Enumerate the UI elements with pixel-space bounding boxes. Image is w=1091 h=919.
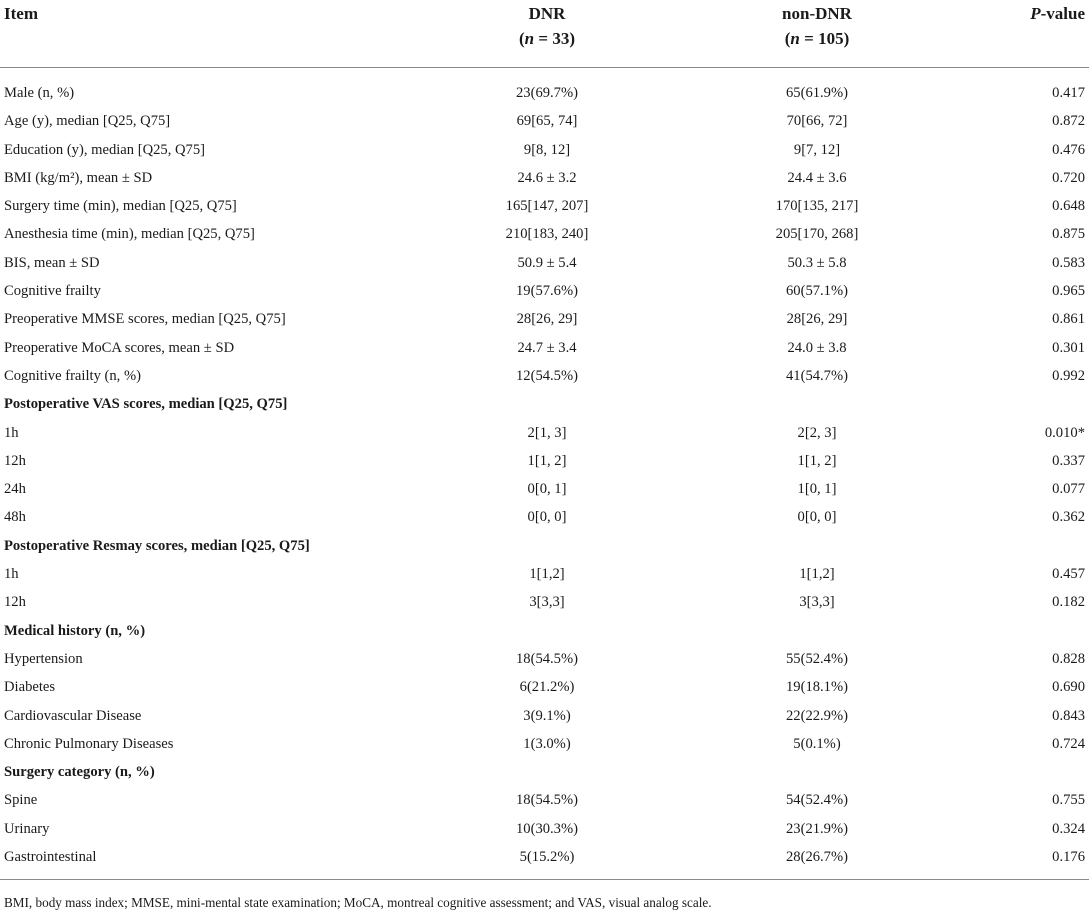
- item-cell: Urinary: [4, 820, 50, 837]
- p-value-cell: 0.843: [1052, 707, 1085, 724]
- item-cell: Age (y), median [Q25, Q75]: [4, 113, 171, 130]
- dnr-cell: 24.6 ± 3.2: [517, 169, 577, 186]
- header-p-value: [952, 0, 1089, 68]
- dnr-cell: [412, 390, 682, 418]
- non-dnr-cell: 3[3,3]: [799, 594, 835, 611]
- item-cell: Preoperative MMSE scores, median [Q25, Q75]: [4, 311, 286, 328]
- p-value-cell: 0.583: [1052, 254, 1085, 271]
- header-p-var: P: [1030, 4, 1041, 23]
- table-row: [0, 362, 1089, 390]
- p-value-cell: 0.648: [1052, 198, 1085, 215]
- non-dnr-cell: 60(57.1%): [785, 283, 848, 300]
- p-value-cell: 0.724: [1052, 735, 1085, 752]
- table-row: [0, 702, 1089, 730]
- item-cell: 12h: [4, 452, 26, 469]
- dnr-cell: 2[1, 3]: [527, 424, 567, 441]
- non-dnr-cell: 41(54.7%): [785, 367, 848, 384]
- p-value-cell: 0.476: [1052, 141, 1085, 158]
- table-row: [0, 560, 1089, 588]
- header-non-count: [682, 26, 952, 51]
- p-value-cell: 0.182: [1052, 594, 1085, 611]
- header-dnr-count: [412, 26, 682, 51]
- dnr-cell: 50.9 ± 5.4: [517, 254, 577, 271]
- non-dnr-cell: 65(61.9%): [785, 85, 848, 101]
- dnr-cell: 0[0, 0]: [527, 509, 567, 526]
- dnr-cell: 3(9.1%): [523, 707, 571, 724]
- p-value-cell: 0.337: [1052, 452, 1085, 469]
- header-dnr-paren: (: [519, 29, 525, 48]
- item-cell: Medical history (n, %): [4, 622, 146, 639]
- non-dnr-cell: 54(52.4%): [785, 792, 848, 809]
- table-row: [0, 815, 1089, 843]
- dnr-cell: 18(54.5%): [515, 792, 578, 809]
- dnr-cell: 0[0, 1]: [527, 481, 567, 498]
- non-dnr-cell: 28(26.7%): [682, 843, 952, 880]
- item-cell: Cognitive frailty (n, %): [4, 367, 141, 384]
- p-value-cell: 0.992: [1052, 367, 1085, 384]
- item-cell: Spine: [4, 792, 38, 809]
- dnr-cell: 6(21.2%): [519, 679, 575, 696]
- header-dnr-n-var: n: [524, 29, 535, 48]
- table-body: [0, 68, 1089, 880]
- table-row: [0, 447, 1089, 475]
- dnr-cell: 1[1, 2]: [527, 452, 567, 469]
- section-row: [0, 532, 1089, 560]
- item-cell: Hypertension: [4, 650, 83, 667]
- section-row: [0, 390, 1089, 418]
- item-cell: Diabetes: [4, 679, 56, 696]
- item-cell: BMI (kg/m²), mean ± SD: [4, 169, 153, 186]
- non-dnr-cell: 9[7, 12]: [793, 141, 841, 158]
- non-dnr-cell: 23(21.9%): [785, 820, 848, 837]
- section-row: [0, 758, 1089, 786]
- table-row: [0, 475, 1089, 503]
- table-row: [0, 249, 1089, 277]
- non-dnr-cell: 2[2, 3]: [797, 424, 837, 441]
- non-dnr-cell: 28[26, 29]: [786, 311, 848, 328]
- header-non-paren: (: [784, 29, 791, 48]
- table-header: [0, 0, 1089, 68]
- p-value-cell: 0.755: [1052, 792, 1085, 809]
- dnr-cell: 24.7 ± 3.4: [517, 339, 577, 356]
- item-cell: Male (n, %): [4, 85, 75, 101]
- non-dnr-cell: 205[170, 268]: [775, 226, 859, 243]
- p-value-cell: [952, 758, 1089, 786]
- table-row: [0, 843, 1089, 880]
- item-cell: Education (y), median [Q25, Q75]: [4, 141, 206, 158]
- non-dnr-cell: [682, 617, 952, 645]
- item-cell: 48h: [4, 509, 26, 526]
- table-row: [0, 277, 1089, 305]
- p-value-cell: 0.301: [1052, 339, 1085, 356]
- non-dnr-cell: [682, 532, 952, 560]
- non-dnr-cell: 50.3 ± 5.8: [787, 254, 847, 271]
- dnr-cell: 165[147, 207]: [505, 198, 589, 215]
- item-cell: Surgery time (min), median [Q25, Q75]: [4, 198, 237, 215]
- header-non-n-var: n: [790, 29, 800, 48]
- dnr-cell: [412, 617, 682, 645]
- p-value-cell: 0.417: [1052, 85, 1085, 101]
- item-cell: 12h: [4, 594, 26, 611]
- section-row: [0, 617, 1089, 645]
- header-dnr: [412, 0, 682, 68]
- dnr-cell: 3[3,3]: [529, 594, 565, 611]
- non-dnr-cell: [682, 390, 952, 418]
- dnr-cell: [412, 532, 682, 560]
- non-dnr-cell: 5(0.1%): [793, 735, 841, 752]
- non-dnr-cell: 1[1, 2]: [797, 452, 837, 469]
- non-dnr-cell: 70[66, 72]: [786, 113, 848, 130]
- table-row: [0, 68, 1089, 108]
- item-cell: 24h: [4, 481, 26, 498]
- header-p-suffix: -value: [1040, 4, 1085, 23]
- dnr-cell: 12(54.5%): [515, 367, 578, 384]
- table-row: [0, 334, 1089, 362]
- item-cell: Chronic Pulmonary Diseases: [4, 735, 174, 752]
- item-cell: Anesthesia time (min), median [Q25, Q75]: [4, 226, 255, 243]
- non-dnr-cell: 1[1,2]: [799, 566, 835, 583]
- table-row: [0, 107, 1089, 135]
- non-dnr-cell: 22(22.9%): [785, 707, 848, 724]
- p-value-cell: 0.457: [1052, 566, 1085, 583]
- item-cell: Postoperative Resmay scores, median [Q25, Q75]: [4, 537, 310, 554]
- p-value-cell: [952, 532, 1089, 560]
- table-row: [0, 220, 1089, 248]
- table-row: [0, 192, 1089, 220]
- p-value-cell: 0.077: [1052, 481, 1085, 498]
- p-value-cell: 0.720: [1052, 169, 1085, 186]
- item-cell: BIS, mean ± SD: [4, 254, 100, 271]
- p-value-cell: 0.362: [1052, 509, 1085, 526]
- item-cell: Gastrointestinal: [0, 843, 412, 880]
- header-non-label: non-DNR: [782, 4, 852, 23]
- p-value-cell: 0.690: [1052, 679, 1085, 696]
- table-row: [0, 673, 1089, 701]
- p-value-cell: 0.965: [1052, 283, 1085, 300]
- non-dnr-cell: 19(18.1%): [785, 679, 848, 696]
- header-row: [0, 0, 1089, 68]
- non-dnr-cell: [682, 758, 952, 786]
- dnr-cell: 19(57.6%): [515, 283, 578, 300]
- table-row: [0, 164, 1089, 192]
- p-value-cell: 0.176: [952, 843, 1089, 880]
- item-cell: Cognitive frailty: [4, 283, 101, 300]
- table-row: [0, 305, 1089, 333]
- table-row: [0, 136, 1089, 164]
- dnr-cell: 5(15.2%): [412, 843, 682, 880]
- p-value-cell: [952, 390, 1089, 418]
- item-cell: 1h: [4, 424, 19, 441]
- dnr-cell: [412, 758, 682, 786]
- dnr-cell: 10(30.3%): [515, 820, 578, 837]
- item-cell: Preoperative MoCA scores, mean ± SD: [4, 339, 235, 356]
- p-value-cell: 0.324: [1052, 820, 1085, 837]
- header-item: Item: [0, 0, 412, 68]
- p-value-cell: [952, 617, 1089, 645]
- table-row: [0, 645, 1089, 673]
- dnr-cell: 18(54.5%): [515, 650, 578, 667]
- non-dnr-cell: 1[0, 1]: [797, 481, 837, 498]
- p-value-cell: 0.861: [1052, 311, 1085, 328]
- table-row: [0, 730, 1089, 758]
- p-value-cell: 0.010*: [1044, 424, 1085, 441]
- header-dnr-n-value: = 33): [534, 29, 575, 48]
- dnr-cell: 1[1,2]: [529, 566, 565, 583]
- table-row: [0, 503, 1089, 531]
- table-row: [0, 786, 1089, 814]
- non-dnr-cell: 0[0, 0]: [797, 509, 837, 526]
- dnr-cell: 210[183, 240]: [505, 226, 589, 243]
- dnr-cell: 1(3.0%): [523, 735, 571, 752]
- p-value-cell: 0.875: [1052, 226, 1085, 243]
- item-cell: Postoperative VAS scores, median [Q25, Q75]: [4, 396, 288, 413]
- dnr-cell: 28[26, 29]: [516, 311, 578, 328]
- non-dnr-cell: 24.0 ± 3.8: [787, 339, 847, 356]
- table-row: [0, 588, 1089, 616]
- item-cell: Cardiovascular Disease: [4, 707, 142, 724]
- non-dnr-cell: 170[135, 217]: [775, 198, 859, 215]
- dnr-cell: 23(69.7%): [515, 85, 578, 101]
- table-row: [0, 419, 1089, 447]
- header-dnr-label: DNR: [528, 4, 566, 23]
- dnr-cell: 69[65, 74]: [516, 113, 578, 130]
- item-cell: 1h: [4, 566, 19, 583]
- p-value-cell: 0.828: [1052, 650, 1085, 667]
- non-dnr-cell: 24.4 ± 3.6: [787, 169, 847, 186]
- non-dnr-cell: 55(52.4%): [785, 650, 848, 667]
- header-non-dnr: [682, 0, 952, 68]
- table-footnote: BMI, body mass index; MMSE, mini-mental state examination; MoCA, montreal cognitive assessment; and VAS, visual analog scale.: [4, 895, 712, 910]
- item-cell: Surgery category (n, %): [4, 764, 155, 781]
- dnr-cell: 9[8, 12]: [523, 141, 571, 158]
- header-non-n-value: = 105): [799, 29, 850, 48]
- p-value-cell: 0.872: [1052, 113, 1085, 130]
